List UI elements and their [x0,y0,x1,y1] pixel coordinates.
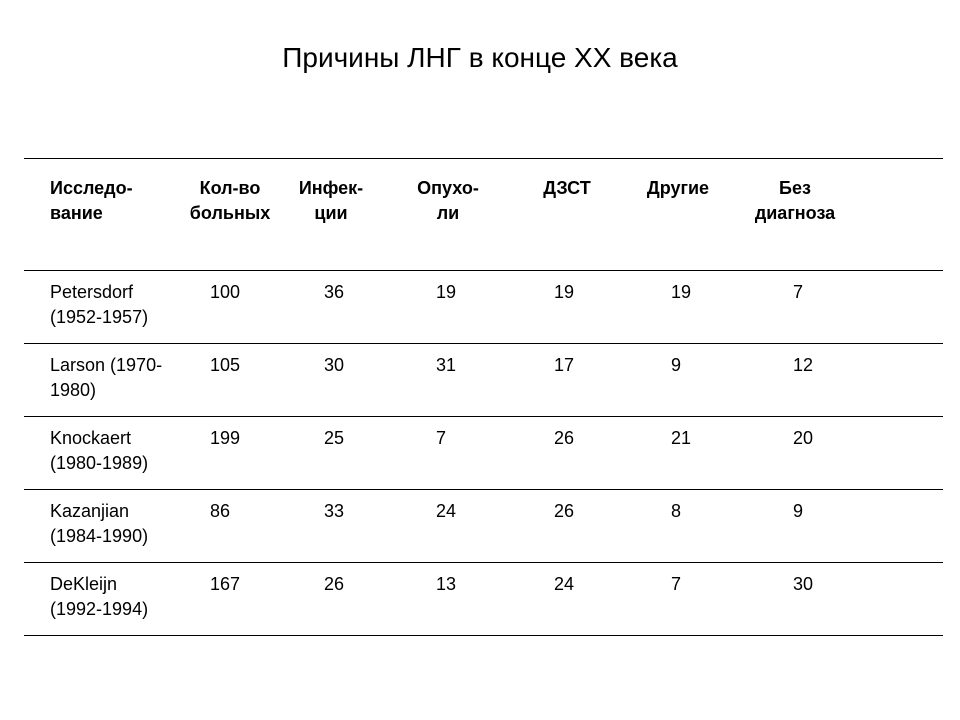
cell-patients: 199 [210,428,241,448]
header-dzst-line1: ДЗСТ [543,178,591,198]
header-no-diagnosis-line2: диагноза [754,203,836,223]
slide-title: Причины ЛНГ в конце XX века [282,42,678,73]
header-no-diagnosis-line1: Без [779,178,811,198]
cell-no-diagnosis: 20 [793,428,814,448]
header-study-line1: Исследо- [50,178,133,198]
cell-other: 7 [671,574,682,594]
cell-other: 9 [671,355,682,375]
header-infections [286,176,376,226]
cell-dzst: 19 [554,282,575,302]
header-study-line2: вание [50,203,103,223]
cell-patients: 86 [210,501,231,521]
cell-study [50,280,148,330]
cell-other: 19 [671,282,692,302]
cell-infections: 25 [324,428,345,448]
cell-tumors: 24 [436,501,457,521]
header-no-diagnosis [740,176,850,226]
cell-infections: 33 [324,501,345,521]
header-patients-line2: больных [189,203,271,223]
cell-no-diagnosis: 7 [793,282,804,302]
header-patients [180,176,280,226]
header-infections-line2: ции [314,203,348,223]
cell-infections: 30 [324,355,345,375]
study-name: Knockaert [50,428,132,448]
header-dzst [517,176,617,201]
header-tumors [398,176,498,226]
cell-infections: 26 [324,574,345,594]
cell-no-diagnosis: 12 [793,355,814,375]
cell-no-diagnosis: 30 [793,574,814,594]
table-header-row [24,159,943,271]
header-other [628,176,728,201]
cell-tumors: 31 [436,355,457,375]
header-other-line1: Другие [646,178,710,198]
cell-dzst: 26 [554,501,575,521]
cell-study [50,426,148,476]
cell-tumors: 19 [436,282,457,302]
study-years: (1992-1994) [50,599,149,619]
cell-other: 8 [671,501,682,521]
study-years: (1980-1989) [50,453,149,473]
table-row [24,490,943,563]
cell-patients: 105 [210,355,241,375]
study-years: (1984-1990) [50,526,149,546]
cell-patients: 100 [210,282,241,302]
study-name: Larson (1970- [50,355,163,375]
study-name: Petersdorf [50,282,134,302]
cell-other: 21 [671,428,692,448]
header-study [50,176,133,226]
cell-dzst: 24 [554,574,575,594]
header-tumors-line2: ли [436,203,460,223]
header-infections-line1: Инфек- [298,178,364,198]
cell-tumors: 7 [436,428,447,448]
cell-patients: 167 [210,574,241,594]
cell-study [50,572,148,622]
causes-table [24,158,943,636]
cell-tumors: 13 [436,574,457,594]
table-row [24,344,943,417]
cell-dzst: 26 [554,428,575,448]
cell-no-diagnosis: 9 [793,501,804,521]
study-years: 1980) [50,380,97,400]
cell-infections: 36 [324,282,345,302]
table-row [24,417,943,490]
cell-study [50,499,148,549]
table-row [24,271,943,344]
study-name: Kazanjian [50,501,130,521]
table-row [24,563,943,636]
cell-study [50,353,162,403]
study-name: DeKleijn [50,574,118,594]
study-years: (1952-1957) [50,307,149,327]
header-patients-line1: Кол-во [199,178,261,198]
header-tumors-line1: Опухо- [417,178,479,198]
cell-dzst: 17 [554,355,575,375]
